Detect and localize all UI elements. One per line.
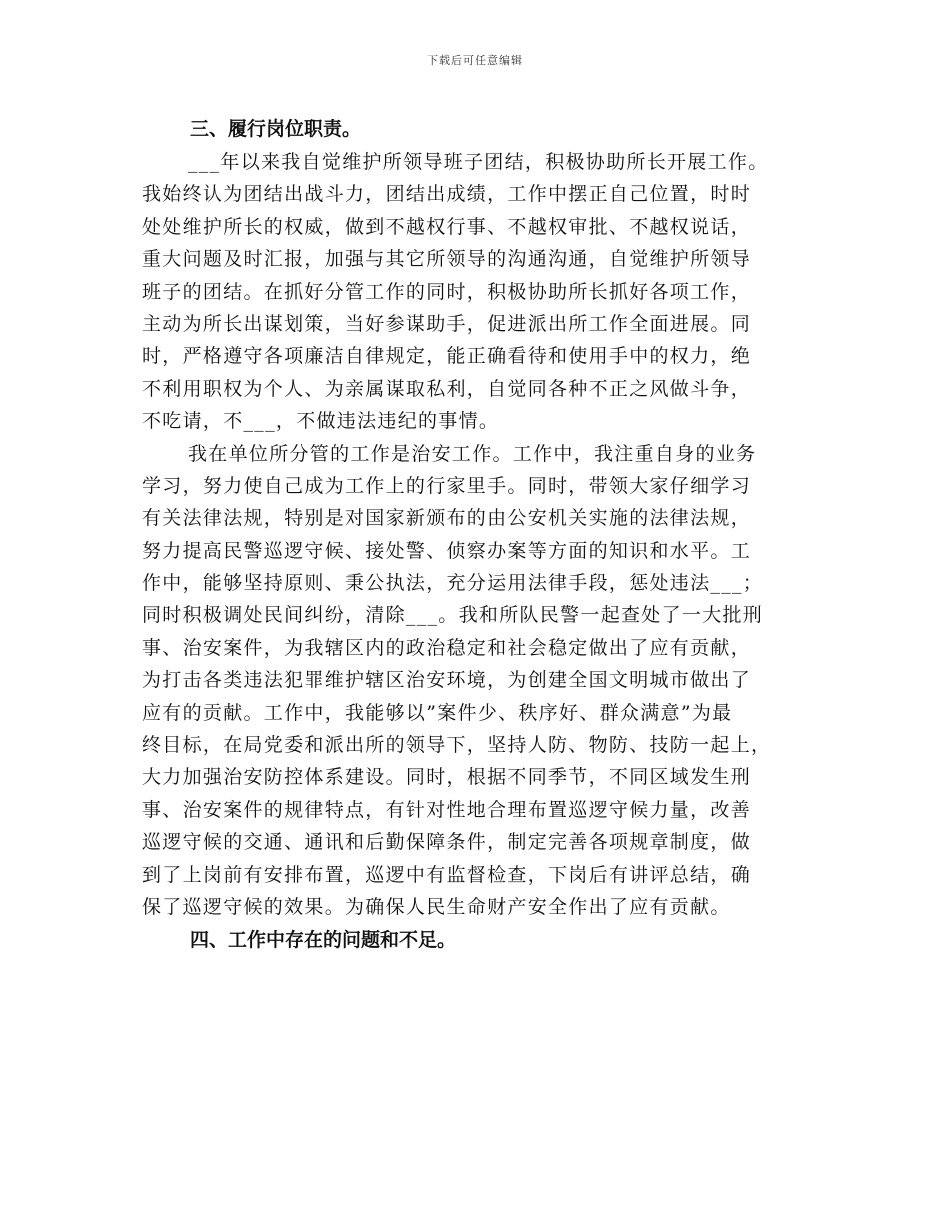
document-body <box>142 112 822 957</box>
paragraph-line: 有关法律法规，特别是对国家新颁布的由公安机关实施的法律法规， <box>142 507 752 530</box>
section-heading-3: 三、履行岗位职责。 <box>190 118 362 140</box>
paragraph-line: 时，严格遵守各项廉洁自律规定，能正确看待和使用手中的权力，绝 <box>142 345 752 368</box>
paragraph-line: 努力提高民警巡逻守候、接处警、侦察办案等方面的知识和水平。工 <box>142 539 752 562</box>
paragraph-line: ___年以来我自觉维护所领导班子团结，积极协助所长开展工作。 <box>188 151 769 173</box>
paragraph-line: 巡逻守候的交通、通讯和后勤保障条件，制定完善各项规章制度，做 <box>142 831 752 854</box>
paragraph-line: 保了巡逻守候的效果。为确保人民生命财产安全作出了应有贡献。 <box>142 895 731 918</box>
paragraph-line: 到了上岗前有安排布置，巡逻中有监督检查，下岗后有讲评总结，确 <box>142 863 752 886</box>
paragraph-line: 为打击各类违法犯罪维护辖区治安环境，为创建全国文明城市做出了 <box>142 669 752 692</box>
paragraph-line: 我始终认为团结出战斗力，团结出成绩，工作中摆正自己位置，时时 <box>142 183 752 206</box>
paragraph-line: 学习，努力使自己成为工作上的行家里手。同时，带领大家仔细学习 <box>142 474 752 497</box>
paragraph-line: 不利用职权为个人、为亲属谋取私利，自觉同各种不正之风做斗争， <box>142 377 752 400</box>
paragraph-line: 大力加强治安防控体系建设。同时，根据不同季节，不同区域发生刑 <box>142 766 752 789</box>
paragraph-line: 应有的贡献。工作中，我能够以”案件少、秩序好、群众满意”为最 <box>142 701 733 724</box>
paragraph-line: 我在单位所分管的工作是治安工作。工作中，我注重自身的业务 <box>188 442 757 465</box>
section-heading-4: 四、工作中存在的问题和不足。 <box>190 929 457 952</box>
paragraph-line: 主动为所长出谋划策，当好参谋助手，促进派出所工作全面进展。同 <box>142 312 752 335</box>
paragraph-line: 终目标，在局党委和派出所的领导下，坚持人防、物防、技防一起上， <box>142 734 772 757</box>
paragraph-line: 同时积极调处民间纠纷，清除___。我和所队民警一起查处了一大批刑 <box>142 604 764 627</box>
paragraph-2 <box>142 438 822 924</box>
paragraph-line: 班子的团结。在抓好分管工作的同时，积极协助所长抓好各项工作， <box>142 280 752 303</box>
paragraph-line: 重大问题及时汇报，加强与其它所领导的沟通沟通，自觉维护所领导 <box>142 248 752 271</box>
paragraph-line: 事、治安案件，为我辖区内的政治稳定和社会稳定做出了应有贡献， <box>142 636 752 659</box>
paragraph-line: 作中，能够坚持原则、秉公执法，充分运用法律手段，惩处违法___； <box>142 572 764 595</box>
paragraph-1 <box>142 146 822 438</box>
page-header: 下载后可任意编辑 <box>427 54 523 67</box>
paragraph-line: 处处维护所长的权威，做到不越权行事、不越权审批、不越权说话， <box>142 215 752 238</box>
paragraph-line: 事、治安案件的规律特点，有针对性地合理布置巡逻守候力量，改善 <box>142 798 752 821</box>
paragraph-line: 不吃请，不___，不做违法违纪的事情。 <box>142 410 500 433</box>
